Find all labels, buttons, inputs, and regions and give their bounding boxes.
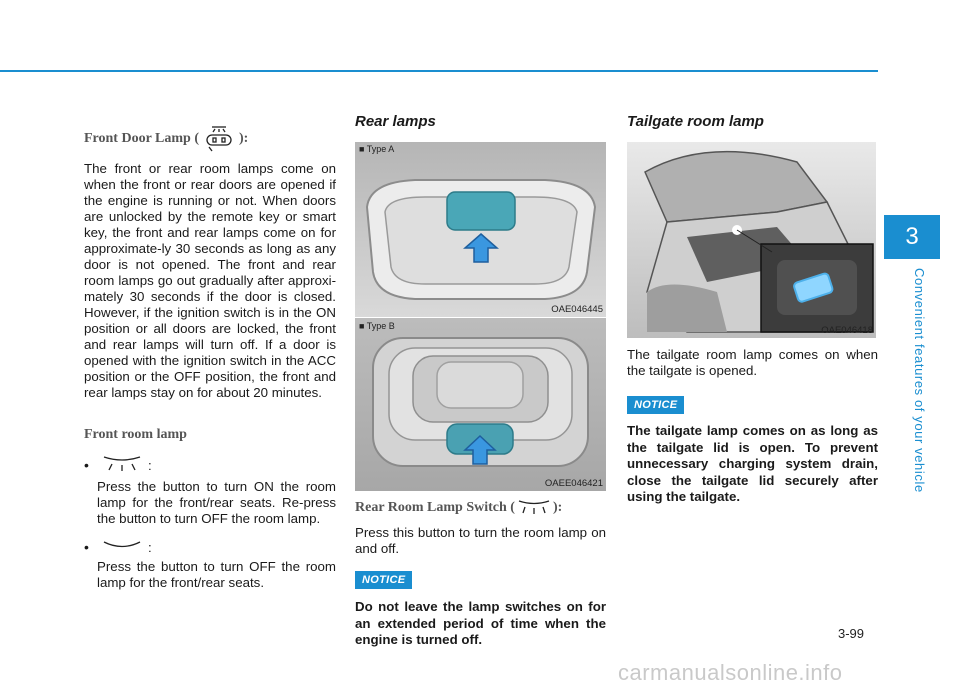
rear-switch-heading: Rear Room Lamp Switch ( ): bbox=[355, 500, 563, 515]
column-left bbox=[84, 110, 336, 591]
rear-lamps-heading: Rear lamps bbox=[355, 113, 436, 130]
type-a-code: OAE046445 bbox=[551, 304, 603, 315]
tailgate-illustration bbox=[627, 142, 876, 338]
rear-room-lamp-icon bbox=[515, 499, 553, 517]
bullet-room-off-text: Press the button to turn OFF the room lamp for the front/rear seats. bbox=[97, 559, 336, 590]
bullet-room-on-text: Press the button to turn ON the room lamp for the front/rear seats. Re-press the button to turn OFF the room lamp. bbox=[97, 479, 336, 526]
header-rule bbox=[0, 70, 878, 72]
bullet-room-off: • : bbox=[84, 539, 152, 555]
rear-lamp-type-a-image bbox=[355, 142, 606, 317]
front-room-heading: Front room lamp bbox=[84, 427, 187, 442]
room-lamp-on-icon bbox=[100, 455, 144, 475]
tailgate-heading: Tailgate room lamp bbox=[627, 113, 764, 130]
front-door-text: The front or rear room lamps come on when the front or rear doors are opened if the engine is running or not. When doors are unlocked by the remote key or smart key, the front and rear lamps come on for approximate-ly 30 seconds as long as any door is not opened. The front and rear room lamps go out gradually after approxi-mately 30 seconds if the door is closed. However, if the ignition switch is in the ON position or all doors are locked, the front and rear lamps will turn off. If a door is opened with the ignition switch in the ACC position or the OFF position, the front and rear lamps stay on for about 20 minutes. bbox=[84, 161, 336, 400]
notice-text-tailgate: The tailgate lamp comes on as long as the tailgate lid is open. To prevent unnecessary charging system drain, close the tailgate lid securely after using the tailgate. bbox=[627, 423, 878, 504]
notice-label-rear: NOTICE bbox=[355, 571, 412, 589]
type-b-label: ■ Type B bbox=[359, 321, 395, 331]
bullet-room-on: • : bbox=[84, 457, 152, 473]
door-lamp-icon bbox=[199, 124, 239, 154]
column-middle bbox=[355, 110, 606, 649]
watermark: carmanualsonline.info bbox=[618, 660, 843, 685]
front-door-heading: Front Door Lamp ( ): bbox=[84, 124, 336, 154]
notice-label-tailgate: NOTICE bbox=[627, 396, 684, 414]
tailgate-code: OAE046418 bbox=[821, 325, 873, 336]
type-a-label: ■ Type A bbox=[359, 144, 395, 154]
rear-lamp-type-b-image bbox=[355, 318, 606, 491]
type-a-illustration bbox=[355, 142, 606, 317]
rear-switch-text: Press this button to turn the room lamp on and off. bbox=[355, 525, 606, 556]
type-b-code: OAEE046421 bbox=[544, 478, 603, 489]
tailgate-text: The tailgate room lamp comes on when the tailgate is opened. bbox=[627, 347, 878, 378]
column-right bbox=[627, 110, 878, 506]
type-b-illustration bbox=[355, 318, 606, 491]
tailgate-lamp-image bbox=[627, 142, 876, 338]
room-lamp-off-icon bbox=[100, 539, 144, 555]
chapter-tab: 3 bbox=[884, 215, 940, 259]
notice-text-rear: Do not leave the lamp switches on for an extended period of time when the engine is turned off. bbox=[355, 599, 606, 647]
chapter-title: Convenient features of your vehicle bbox=[912, 268, 927, 493]
page-number: 3-99 bbox=[838, 626, 865, 641]
